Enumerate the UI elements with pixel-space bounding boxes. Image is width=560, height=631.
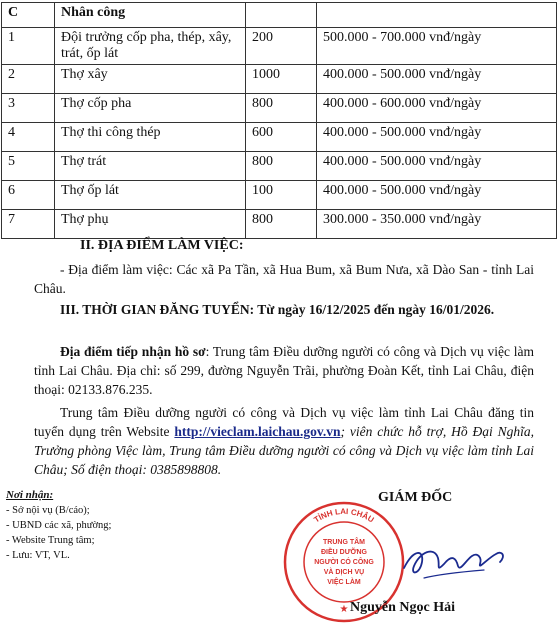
table-row [2, 152, 557, 181]
recipients-block [6, 488, 111, 563]
table-row [2, 94, 557, 123]
job-wage: 400.000 - 500.000 vnđ/ngày [317, 181, 557, 210]
signer-title: GIÁM ĐỐC [378, 490, 453, 505]
job-wage: 300.000 - 350.000 vnđ/ngày [317, 210, 557, 239]
posting-contact-text: ; viên chức hỗ trợ, Hồ Đại Nghĩa, Trưởng phòng Việc làm, Trung tâm Điều dưỡng người có công và Dịch vụ việc làm tỉnh Lai Châu; Số điện thoại: 0385898808. [34, 424, 534, 477]
seal-line: VIỆC LÀM [327, 579, 361, 586]
labor-table [1, 2, 557, 239]
table-row [2, 123, 557, 152]
job-title: Thợ thi công thép [55, 123, 246, 152]
row-number: 2 [2, 65, 55, 94]
job-wage: 400.000 - 500.000 vnđ/ngày [317, 65, 557, 94]
seal-star-icon: ★ [339, 604, 349, 615]
job-title: Thợ cốp pha [55, 94, 246, 123]
table-header-row [2, 3, 557, 28]
posting-text: Trung tâm Điều dưỡng người có công và Dịch vụ việc làm tỉnh Lai Châu đăng tin tuyển dụng trên Website [34, 405, 534, 439]
job-wage: 500.000 - 700.000 vnđ/ngày [317, 28, 557, 65]
table-row [2, 28, 557, 65]
job-wage: 400.000 - 600.000 vnđ/ngày [317, 94, 557, 123]
receiving-place-label: Địa điểm tiếp nhận hồ sơ [60, 344, 206, 359]
job-wage: 400.000 - 500.000 vnđ/ngày [317, 123, 557, 152]
job-quantity: 100 [246, 181, 317, 210]
column-header-job: Nhân công [55, 3, 246, 28]
job-quantity: 600 [246, 123, 317, 152]
recipient-item: - Sở nội vụ (B/cáo); [6, 505, 90, 516]
row-number: 6 [2, 181, 55, 210]
column-header-qty [246, 3, 317, 28]
job-quantity: 800 [246, 152, 317, 181]
column-header-wage [317, 3, 557, 28]
recipients-title: Nơi nhận: [6, 489, 54, 501]
job-title: Thợ phụ [55, 210, 246, 239]
column-header-no: C [2, 3, 55, 28]
section-2-title: II. ĐỊA ĐIỂM LÀM VIỆC: [80, 238, 244, 253]
seal-line: NGƯỜI CÓ CÔNG [314, 559, 374, 566]
receiving-place-paragraph [34, 342, 534, 399]
table-row [2, 65, 557, 94]
signer-name: Nguyễn Ngọc Hải [350, 600, 455, 615]
posting-paragraph [34, 403, 534, 479]
row-number: 1 [2, 28, 55, 65]
handwritten-signature [400, 528, 510, 598]
job-quantity: 800 [246, 94, 317, 123]
job-quantity: 200 [246, 28, 317, 65]
receiving-place-text: : Trung tâm Điều dưỡng người có công và Dịch vụ việc làm tỉnh Lai Châu. Địa chỉ: số 299, đường Nguyễn Trãi, phường Đoàn Kết, tỉnh Lai Châu, điện thoại: 02133.876.235. [34, 344, 534, 397]
table-row [2, 210, 557, 239]
row-number: 7 [2, 210, 55, 239]
seal-ring-text: TỈNH LAI CHÂU [312, 506, 376, 525]
row-number: 5 [2, 152, 55, 181]
seal-line: TRUNG TÂM [323, 539, 365, 546]
job-quantity: 800 [246, 210, 317, 239]
job-title: Thợ trát [55, 152, 246, 181]
seal-line: ĐIỀU DƯỠNG [320, 549, 368, 556]
table-row [2, 181, 557, 210]
row-number: 3 [2, 94, 55, 123]
job-title: Thợ xây [55, 65, 246, 94]
recruitment-period-text: III. THỜI GIAN ĐĂNG TUYỂN: Từ ngày 16/12/2025 đến ngày 16/01/2026. [60, 302, 495, 317]
row-number: 4 [2, 123, 55, 152]
job-wage: 400.000 - 500.000 vnđ/ngày [317, 152, 557, 181]
seal-line: VÀ DỊCH VỤ [323, 569, 365, 576]
recipient-item: - UBND các xã, phường; [6, 520, 112, 531]
recipient-item: - Lưu: VT, VL. [6, 550, 70, 561]
job-title: Thợ ốp lát [55, 181, 246, 210]
work-location-text: - Địa điểm làm việc: Các xã Pa Tần, xã Hua Bum, xã Bum Nưa, xã Dào San - tỉnh Lai Châu. [34, 262, 534, 296]
job-quantity: 1000 [246, 65, 317, 94]
website-link[interactable]: http://vieclam.laichau.gov.vn [174, 424, 341, 439]
recipient-item: - Website Trung tâm; [6, 535, 95, 546]
job-title: Đội trưởng cốp pha, thép, xây, trát, ốp lát [55, 28, 246, 65]
